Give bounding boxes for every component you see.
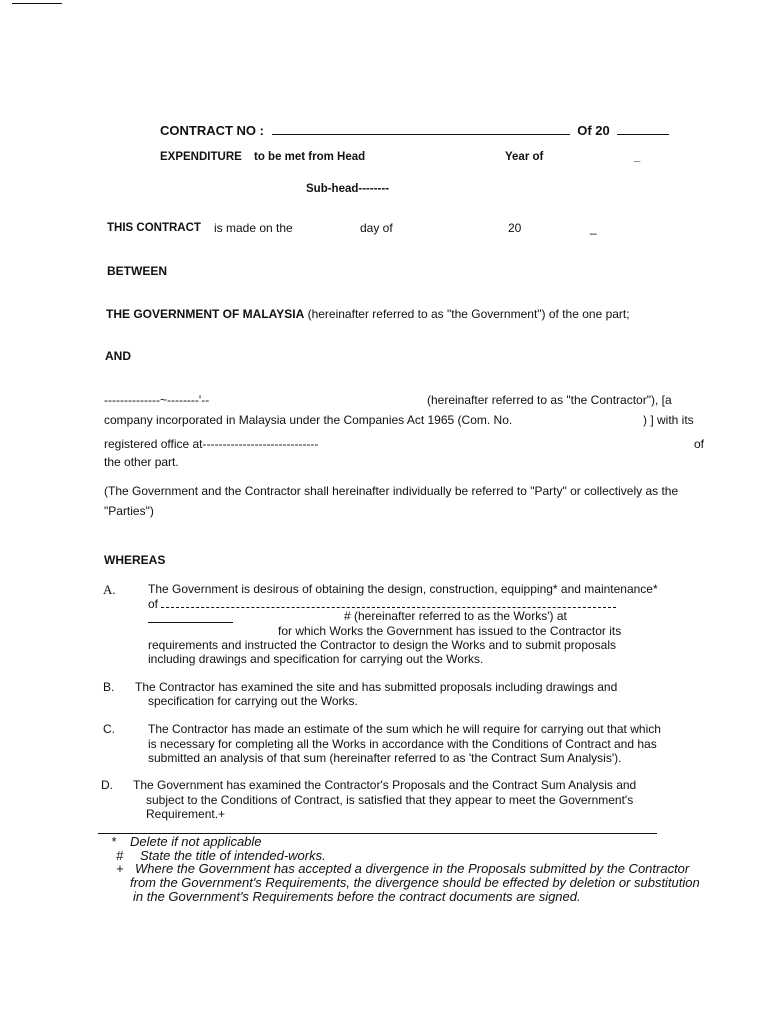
subhead-label: Sub-head-------- xyxy=(306,183,390,195)
clause-d-letter: D. xyxy=(101,778,113,792)
this-contract-label: THIS CONTRACT xyxy=(107,222,201,234)
year-text: 20 xyxy=(508,221,522,235)
parties-note-line2: "Parties") xyxy=(104,504,154,518)
clause-c-letter: C. xyxy=(103,722,115,736)
top-left-rule xyxy=(12,3,62,4)
clause-d-line2: subject to the Conditions of Contract, is satisfied that they appear to meet the Government's xyxy=(146,793,634,807)
clause-a-letter: A. xyxy=(103,582,116,597)
year-of-dash: _ xyxy=(634,151,641,163)
and-heading: AND xyxy=(105,349,131,363)
contract-no-blank xyxy=(272,123,570,135)
contractor-line3-text: registered office at----------------------------- xyxy=(104,437,319,451)
clause-a-line3: # (hereinafter referred to as the Works') at xyxy=(344,609,567,623)
made-on-text: is made on the xyxy=(214,221,293,235)
whereas-heading: WHEREAS xyxy=(104,553,166,567)
clause-a-line1: The Government is desirous of obtaining the design, construction, equipping* and maintenance* xyxy=(148,582,658,596)
between-heading: BETWEEN xyxy=(107,264,167,278)
of-20-label: Of 20 xyxy=(577,123,610,138)
footnote-plus-line3: in the Government's Requirements before the contract documents are signed. xyxy=(133,889,581,904)
clause-c-line3: submitted an analysis of that sum (hereinafter referred to as 'the Contract Sum Analysis'). xyxy=(148,751,622,765)
clause-b-line1: The Contractor has examined the site and has submitted proposals including drawings and xyxy=(135,680,618,694)
clause-a-line4: for which Works the Government has issued to the Contractor its xyxy=(278,624,622,638)
clause-a-line6: including drawings and specification for carrying out the Works. xyxy=(148,652,484,666)
contractor-line2-text: company incorporated in Malaysia under the Companies Act 1965 (Com. No. xyxy=(104,413,513,427)
clause-d-line1: The Government has examined the Contractor's Proposals and the Contract Sum Analysis and xyxy=(133,778,637,792)
clause-d-line3: Requirement.+ xyxy=(146,807,226,821)
contractor-line3-end: of xyxy=(694,437,705,451)
footnote-plus-mark: + xyxy=(116,861,124,876)
footnote-hash-mark: # xyxy=(116,848,124,863)
footnote-star-mark: * xyxy=(111,834,117,849)
contractor-line2-end: ) ] with its xyxy=(643,413,694,427)
contract-no-label: CONTRACT NO : xyxy=(160,123,264,138)
footnote-star-text: Delete if not applicable xyxy=(130,834,262,849)
parties-note-line1: (The Government and the Contractor shall hereinafter individually be referred to "Party" or collectively as the xyxy=(104,484,679,498)
clause-b-line2: specification for carrying out the Works. xyxy=(148,694,358,708)
government-name: THE GOVERNMENT OF MALAYSIA xyxy=(106,307,305,321)
day-of-text: day of xyxy=(360,221,393,235)
clause-a-line5: requirements and instructed the Contractor to design the Works and to submit proposals xyxy=(148,638,617,652)
government-text: (hereinafter referred to as "the Government") of the one part; xyxy=(307,307,630,321)
footnote-plus-line2: from the Government's Requirements, the divergence should be effected by deletion or substitution xyxy=(130,875,700,890)
contractor-line4-text: the other part. xyxy=(104,455,179,469)
expenditure-label: EXPENDITURE xyxy=(160,151,242,163)
year-blank xyxy=(617,123,669,135)
contractor-dashes: --------------~--------'-- xyxy=(104,393,210,407)
clause-b-letter: B. xyxy=(103,680,115,694)
contract-no-line xyxy=(160,123,669,138)
works-title-blank-2 xyxy=(148,622,233,623)
contractor-line1-text: (hereinafter referred to as "the Contractor"), [a xyxy=(427,393,672,407)
government-line xyxy=(106,307,630,321)
footnote-plus-line1: Where the Government has accepted a divergence in the Proposals submitted by the Contractor xyxy=(135,861,690,876)
clause-c-line1: The Contractor has made an estimate of the sum which he will require for carrying out that which xyxy=(148,722,661,736)
expenditure-text: to be met from Head xyxy=(254,151,366,163)
year-of-label: Year of xyxy=(505,151,544,163)
clause-a-of: of xyxy=(148,597,159,611)
clause-c-line2: is necessary for completing all the Works in accordance with the Conditions of Contract and has xyxy=(148,737,657,751)
intro-dash: _ xyxy=(590,221,597,235)
footnote-hash-text: State the title of intended-works. xyxy=(140,848,326,863)
works-title-blank xyxy=(161,596,616,608)
